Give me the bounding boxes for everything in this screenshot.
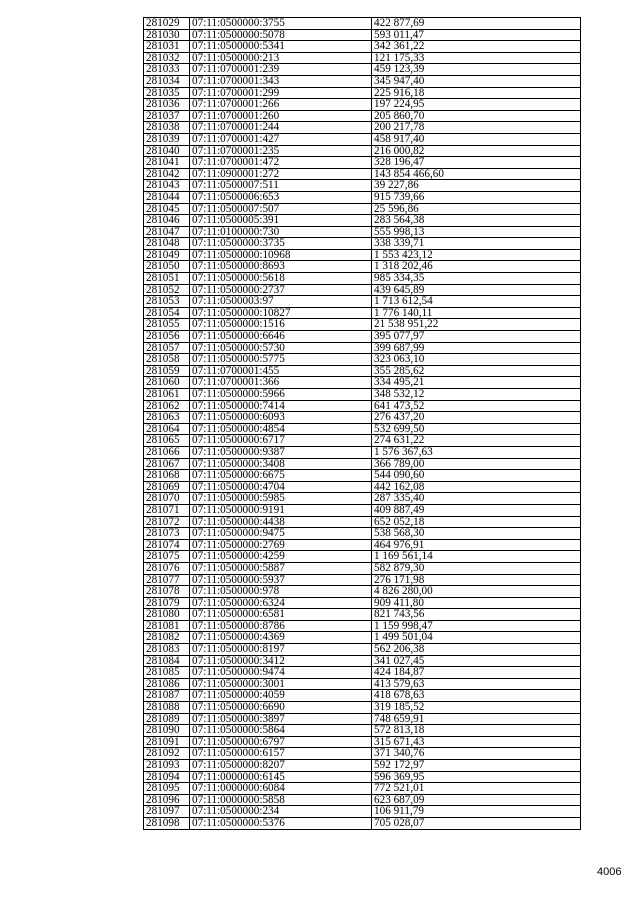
row-number-cell: 281083 <box>144 644 190 656</box>
table-row <box>144 331 581 343</box>
cadastral-value-cell: 413 579,63 <box>372 678 581 690</box>
cadastral-value-cell: 328 196,47 <box>372 157 581 169</box>
table-row <box>144 470 581 482</box>
row-number-cell: 281039 <box>144 133 190 145</box>
cadastral-value-cell: 334 495,21 <box>372 377 581 389</box>
table-row <box>144 736 581 748</box>
row-number-cell: 281092 <box>144 748 190 760</box>
cadastral-value-cell: 1 576 367,63 <box>372 446 581 458</box>
table-row <box>144 296 581 308</box>
table-row <box>144 133 581 145</box>
table-row <box>144 817 581 829</box>
row-number-cell: 281070 <box>144 493 190 505</box>
cadastral-value-cell: 532 699,50 <box>372 423 581 435</box>
row-number-cell: 281036 <box>144 99 190 111</box>
row-number-cell: 281075 <box>144 551 190 563</box>
cadastral-number-cell: 07:11:0700001:455 <box>190 365 372 377</box>
row-number-cell: 281048 <box>144 238 190 250</box>
cadastral-value-cell: 544 090,60 <box>372 470 581 482</box>
cadastral-number-cell: 07:11:0500000:6675 <box>190 470 372 482</box>
cadastral-value-cell: 652 052,18 <box>372 516 581 528</box>
cadastral-value-cell: 276 171,98 <box>372 574 581 586</box>
row-number-cell: 281031 <box>144 41 190 53</box>
cadastral-value-cell: 555 998,13 <box>372 226 581 238</box>
cadastral-number-cell: 07:11:0500000:4059 <box>190 690 372 702</box>
cadastral-number-cell: 07:11:0500000:8197 <box>190 644 372 656</box>
cadastral-value-cell: 623 687,09 <box>372 794 581 806</box>
cadastral-number-cell: 07:11:0500000:8693 <box>190 261 372 273</box>
cadastral-number-cell: 07:11:0500003:97 <box>190 296 372 308</box>
row-number-cell: 281086 <box>144 678 190 690</box>
table-row <box>144 783 581 795</box>
cadastral-number-cell: 07:11:0500000:5730 <box>190 342 372 354</box>
row-number-cell: 281072 <box>144 516 190 528</box>
table-row <box>144 748 581 760</box>
cadastral-number-cell: 07:11:0000000:5858 <box>190 794 372 806</box>
table-row <box>144 354 581 366</box>
cadastral-number-cell: 07:11:0500000:5864 <box>190 725 372 737</box>
row-number-cell: 281065 <box>144 435 190 447</box>
table-row <box>144 110 581 122</box>
cadastral-value-cell: 1 169 561,14 <box>372 551 581 563</box>
cadastral-value-cell: 409 887,49 <box>372 504 581 516</box>
cadastral-value-cell: 1 553 423,12 <box>372 249 581 261</box>
cadastral-number-cell: 07:11:0500005:391 <box>190 215 372 227</box>
cadastral-number-cell: 07:11:0500000:5937 <box>190 574 372 586</box>
row-number-cell: 281045 <box>144 203 190 215</box>
cadastral-value-cell: 821 743,56 <box>372 609 581 621</box>
table-row <box>144 365 581 377</box>
table-row <box>144 574 581 586</box>
row-number-cell: 281084 <box>144 655 190 667</box>
table-row <box>144 412 581 424</box>
cadastral-number-cell: 07:11:0100000:730 <box>190 226 372 238</box>
row-number-cell: 281093 <box>144 760 190 772</box>
cadastral-number-cell: 07:11:0700001:260 <box>190 110 372 122</box>
row-number-cell: 281068 <box>144 470 190 482</box>
cadastral-value-cell: 21 538 951,22 <box>372 319 581 331</box>
row-number-cell: 281043 <box>144 180 190 192</box>
cadastral-value-cell: 459 123,39 <box>372 64 581 76</box>
cadastral-value-cell: 399 687,99 <box>372 342 581 354</box>
cadastral-value-cell: 424 184,87 <box>372 667 581 679</box>
cadastral-number-cell: 07:11:0500000:6690 <box>190 702 372 714</box>
table-row <box>144 191 581 203</box>
cadastral-value-cell: 422 877,69 <box>372 18 581 30</box>
row-number-cell: 281097 <box>144 806 190 818</box>
cadastral-value-cell: 4 826 280,00 <box>372 586 581 598</box>
table-row <box>144 319 581 331</box>
table-row <box>144 400 581 412</box>
cadastral-value-cell: 596 369,95 <box>372 771 581 783</box>
row-number-cell: 281035 <box>144 87 190 99</box>
cadastral-value-cell: 283 564,38 <box>372 215 581 227</box>
cadastral-number-cell: 07:11:0500000:9474 <box>190 667 372 679</box>
cadastral-value-cell: 418 678,63 <box>372 690 581 702</box>
cadastral-value-cell: 985 334,35 <box>372 273 581 285</box>
cadastral-value-cell: 342 361,22 <box>372 41 581 53</box>
cadastral-number-cell: 07:11:0700001:235 <box>190 145 372 157</box>
row-number-cell: 281061 <box>144 389 190 401</box>
cadastral-value-cell: 1 159 998,47 <box>372 620 581 632</box>
table-row <box>144 389 581 401</box>
table-row <box>144 122 581 134</box>
cadastral-number-cell: 07:11:0500000:5985 <box>190 493 372 505</box>
table-row <box>144 493 581 505</box>
cadastral-number-cell: 07:11:0500000:2769 <box>190 539 372 551</box>
cadastral-number-cell: 07:11:0500000:3897 <box>190 713 372 725</box>
cadastral-value-cell: 562 206,38 <box>372 644 581 656</box>
cadastral-number-cell: 07:11:0500000:9191 <box>190 504 372 516</box>
cadastral-value-cell: 915 739,66 <box>372 191 581 203</box>
cadastral-number-cell: 07:11:0500000:3755 <box>190 18 372 30</box>
row-number-cell: 281074 <box>144 539 190 551</box>
cadastral-value-cell: 538 568,30 <box>372 528 581 540</box>
row-number-cell: 281098 <box>144 817 190 829</box>
table-row <box>144 18 581 30</box>
table-row <box>144 226 581 238</box>
row-number-cell: 281073 <box>144 528 190 540</box>
cadastral-number-cell: 07:11:0500000:5376 <box>190 817 372 829</box>
table-row <box>144 504 581 516</box>
row-number-cell: 281095 <box>144 783 190 795</box>
row-number-cell: 281060 <box>144 377 190 389</box>
cadastral-value-cell: 205 860,70 <box>372 110 581 122</box>
row-number-cell: 281030 <box>144 29 190 41</box>
cadastral-value-cell: 143 854 466,60 <box>372 168 581 180</box>
table-row <box>144 446 581 458</box>
row-number-cell: 281081 <box>144 620 190 632</box>
row-number-cell: 281064 <box>144 423 190 435</box>
table-row <box>144 261 581 273</box>
cadastral-number-cell: 07:11:0500000:1516 <box>190 319 372 331</box>
cadastral-value-cell: 287 335,40 <box>372 493 581 505</box>
cadastral-number-cell: 07:11:0500000:5618 <box>190 273 372 285</box>
table-row <box>144 806 581 818</box>
cadastral-number-cell: 07:11:0500000:5775 <box>190 354 372 366</box>
cadastral-value-cell: 592 172,97 <box>372 760 581 772</box>
row-number-cell: 281071 <box>144 504 190 516</box>
table-row <box>144 180 581 192</box>
cadastral-value-cell: 200 217,78 <box>372 122 581 134</box>
cadastral-value-cell: 25 596,86 <box>372 203 581 215</box>
cadastral-value-cell: 442 162,08 <box>372 481 581 493</box>
table-row <box>144 238 581 250</box>
cadastral-number-cell: 07:11:0500000:6717 <box>190 435 372 447</box>
cadastral-number-cell: 07:11:0700001:343 <box>190 75 372 87</box>
cadastral-number-cell: 07:11:0500000:6581 <box>190 609 372 621</box>
row-number-cell: 281034 <box>144 75 190 87</box>
table-row <box>144 644 581 656</box>
cadastral-number-cell: 07:11:0500000:7414 <box>190 400 372 412</box>
cadastral-number-cell: 07:11:0500000:10827 <box>190 307 372 319</box>
table-row <box>144 597 581 609</box>
table-row <box>144 794 581 806</box>
cadastral-value-cell: 909 411,80 <box>372 597 581 609</box>
cadastral-number-cell: 07:11:0500000:4438 <box>190 516 372 528</box>
row-number-cell: 281066 <box>144 446 190 458</box>
row-number-cell: 281067 <box>144 458 190 470</box>
cadastral-value-table <box>143 17 581 830</box>
table-row <box>144 29 581 41</box>
table-row <box>144 620 581 632</box>
table-row <box>144 562 581 574</box>
cadastral-number-cell: 07:11:0500000:4704 <box>190 481 372 493</box>
row-number-cell: 281077 <box>144 574 190 586</box>
row-number-cell: 281058 <box>144 354 190 366</box>
row-number-cell: 281051 <box>144 273 190 285</box>
row-number-cell: 281053 <box>144 296 190 308</box>
cadastral-value-cell: 323 063,10 <box>372 354 581 366</box>
cadastral-number-cell: 07:11:0500000:3735 <box>190 238 372 250</box>
row-number-cell: 281082 <box>144 632 190 644</box>
row-number-cell: 281044 <box>144 191 190 203</box>
cadastral-number-cell: 07:11:0500000:5887 <box>190 562 372 574</box>
cadastral-value-cell: 197 224,95 <box>372 99 581 111</box>
cadastral-number-cell: 07:11:0500000:4259 <box>190 551 372 563</box>
row-number-cell: 281096 <box>144 794 190 806</box>
cadastral-number-cell: 07:11:0700001:472 <box>190 157 372 169</box>
cadastral-value-cell: 641 473,52 <box>372 400 581 412</box>
cadastral-value-cell: 582 879,30 <box>372 562 581 574</box>
cadastral-number-cell: 07:11:0700001:244 <box>190 122 372 134</box>
table-row <box>144 99 581 111</box>
row-number-cell: 281032 <box>144 52 190 64</box>
table-row <box>144 273 581 285</box>
cadastral-number-cell: 07:11:0500000:9387 <box>190 446 372 458</box>
table-row <box>144 713 581 725</box>
table-row <box>144 87 581 99</box>
cadastral-number-cell: 07:11:0500000:9475 <box>190 528 372 540</box>
row-number-cell: 281063 <box>144 412 190 424</box>
cadastral-number-cell: 07:11:0000000:6145 <box>190 771 372 783</box>
row-number-cell: 281089 <box>144 713 190 725</box>
cadastral-value-cell: 1 499 501,04 <box>372 632 581 644</box>
cadastral-value-cell: 772 521,01 <box>372 783 581 795</box>
cadastral-value-cell: 274 631,22 <box>372 435 581 447</box>
row-number-cell: 281076 <box>144 562 190 574</box>
cadastral-number-cell: 07:11:0500000:6324 <box>190 597 372 609</box>
table-row <box>144 539 581 551</box>
cadastral-value-cell: 593 011,47 <box>372 29 581 41</box>
cadastral-value-cell: 439 645,89 <box>372 284 581 296</box>
cadastral-number-cell: 07:11:0500000:6646 <box>190 331 372 343</box>
row-number-cell: 281088 <box>144 702 190 714</box>
table-row <box>144 307 581 319</box>
row-number-cell: 281056 <box>144 331 190 343</box>
table-row <box>144 586 581 598</box>
row-number-cell: 281040 <box>144 145 190 157</box>
table-row <box>144 377 581 389</box>
cadastral-number-cell: 07:11:0500000:5966 <box>190 389 372 401</box>
table-row <box>144 284 581 296</box>
cadastral-value-cell: 355 285,62 <box>372 365 581 377</box>
cadastral-number-cell: 07:11:0500000:3001 <box>190 678 372 690</box>
row-number-cell: 281080 <box>144 609 190 621</box>
row-number-cell: 281094 <box>144 771 190 783</box>
row-number-cell: 281057 <box>144 342 190 354</box>
table-row <box>144 632 581 644</box>
cadastral-number-cell: 07:11:0500000:2737 <box>190 284 372 296</box>
row-number-cell: 281046 <box>144 215 190 227</box>
row-number-cell: 281050 <box>144 261 190 273</box>
cadastral-value-cell: 371 340,76 <box>372 748 581 760</box>
cadastral-number-cell: 07:11:0500000:6797 <box>190 736 372 748</box>
row-number-cell: 281041 <box>144 157 190 169</box>
cadastral-value-cell: 1 776 140,11 <box>372 307 581 319</box>
cadastral-number-cell: 07:11:0500000:5341 <box>190 41 372 53</box>
row-number-cell: 281078 <box>144 586 190 598</box>
cadastral-number-cell: 07:11:0700001:366 <box>190 377 372 389</box>
cadastral-number-cell: 07:11:0700001:266 <box>190 99 372 111</box>
cadastral-number-cell: 07:11:0700001:299 <box>190 87 372 99</box>
cadastral-number-cell: 07:11:0500000:3408 <box>190 458 372 470</box>
cadastral-number-cell: 07:11:0000000:6084 <box>190 783 372 795</box>
cadastral-value-cell: 748 659,91 <box>372 713 581 725</box>
cadastral-value-cell: 464 976,91 <box>372 539 581 551</box>
cadastral-value-cell: 572 813,18 <box>372 725 581 737</box>
cadastral-number-cell: 07:11:0500000:8207 <box>190 760 372 772</box>
cadastral-number-cell: 07:11:0900001:272 <box>190 168 372 180</box>
row-number-cell: 281037 <box>144 110 190 122</box>
row-number-cell: 281038 <box>144 122 190 134</box>
table-row <box>144 215 581 227</box>
cadastral-number-cell: 07:11:0500000:10968 <box>190 249 372 261</box>
table-row <box>144 771 581 783</box>
row-number-cell: 281055 <box>144 319 190 331</box>
page-number: 4006 <box>597 866 622 878</box>
table-row <box>144 609 581 621</box>
table-row <box>144 528 581 540</box>
table-row <box>144 423 581 435</box>
row-number-cell: 281033 <box>144 64 190 76</box>
row-number-cell: 281085 <box>144 667 190 679</box>
cadastral-value-cell: 705 028,07 <box>372 817 581 829</box>
table-row <box>144 667 581 679</box>
row-number-cell: 281090 <box>144 725 190 737</box>
table-row <box>144 249 581 261</box>
row-number-cell: 281059 <box>144 365 190 377</box>
table-row <box>144 458 581 470</box>
table-row <box>144 145 581 157</box>
table-row <box>144 41 581 53</box>
cadastral-number-cell: 07:11:0500000:6157 <box>190 748 372 760</box>
cadastral-value-cell: 1 713 612,54 <box>372 296 581 308</box>
cadastral-value-cell: 395 077,97 <box>372 331 581 343</box>
cadastral-number-cell: 07:11:0500000:5078 <box>190 29 372 41</box>
table-row <box>144 52 581 64</box>
row-number-cell: 281049 <box>144 249 190 261</box>
cadastral-value-cell: 341 027,45 <box>372 655 581 667</box>
row-number-cell: 281047 <box>144 226 190 238</box>
cadastral-value-cell: 216 000,82 <box>372 145 581 157</box>
cadastral-value-cell: 106 911,79 <box>372 806 581 818</box>
table-body <box>144 18 581 830</box>
cadastral-value-cell: 276 437,20 <box>372 412 581 424</box>
row-number-cell: 281087 <box>144 690 190 702</box>
cadastral-number-cell: 07:11:0500000:8786 <box>190 620 372 632</box>
cadastral-number-cell: 07:11:0500000:234 <box>190 806 372 818</box>
cadastral-value-cell: 39 227,86 <box>372 180 581 192</box>
row-number-cell: 281029 <box>144 18 190 30</box>
cadastral-number-cell: 07:11:0500000:3412 <box>190 655 372 667</box>
cadastral-value-cell: 319 185,52 <box>372 702 581 714</box>
row-number-cell: 281042 <box>144 168 190 180</box>
row-number-cell: 281052 <box>144 284 190 296</box>
table-row <box>144 435 581 447</box>
table-row <box>144 203 581 215</box>
row-number-cell: 281069 <box>144 481 190 493</box>
cadastral-number-cell: 07:11:0500000:978 <box>190 586 372 598</box>
cadastral-number-cell: 07:11:0500000:4369 <box>190 632 372 644</box>
table-row <box>144 655 581 667</box>
cadastral-value-cell: 315 671,43 <box>372 736 581 748</box>
cadastral-number-cell: 07:11:0500000:6093 <box>190 412 372 424</box>
cadastral-number-cell: 07:11:0500007:507 <box>190 203 372 215</box>
table-row <box>144 481 581 493</box>
cadastral-value-cell: 345 947,40 <box>372 75 581 87</box>
row-number-cell: 281079 <box>144 597 190 609</box>
cadastral-number-cell: 07:11:0500000:213 <box>190 52 372 64</box>
cadastral-value-cell: 225 916,18 <box>372 87 581 99</box>
table-row <box>144 516 581 528</box>
table-row <box>144 157 581 169</box>
table-row <box>144 168 581 180</box>
row-number-cell: 281054 <box>144 307 190 319</box>
cadastral-number-cell: 07:11:0500007:511 <box>190 180 372 192</box>
cadastral-number-cell: 07:11:0700001:427 <box>190 133 372 145</box>
table-row <box>144 342 581 354</box>
table-row <box>144 702 581 714</box>
cadastral-number-cell: 07:11:0500000:4854 <box>190 423 372 435</box>
table-row <box>144 678 581 690</box>
table-row <box>144 690 581 702</box>
cadastral-number-cell: 07:11:0700001:239 <box>190 64 372 76</box>
cadastral-value-cell: 458 917,40 <box>372 133 581 145</box>
cadastral-value-cell: 1 318 202,46 <box>372 261 581 273</box>
cadastral-value-cell: 366 789,00 <box>372 458 581 470</box>
table-row <box>144 64 581 76</box>
cadastral-value-cell: 121 175,33 <box>372 52 581 64</box>
cadastral-value-cell: 348 532,12 <box>372 389 581 401</box>
cadastral-number-cell: 07:11:0500006:653 <box>190 191 372 203</box>
table-row <box>144 760 581 772</box>
row-number-cell: 281062 <box>144 400 190 412</box>
table-row <box>144 75 581 87</box>
row-number-cell: 281091 <box>144 736 190 748</box>
cadastral-value-cell: 338 339,71 <box>372 238 581 250</box>
table-row <box>144 725 581 737</box>
table-row <box>144 551 581 563</box>
